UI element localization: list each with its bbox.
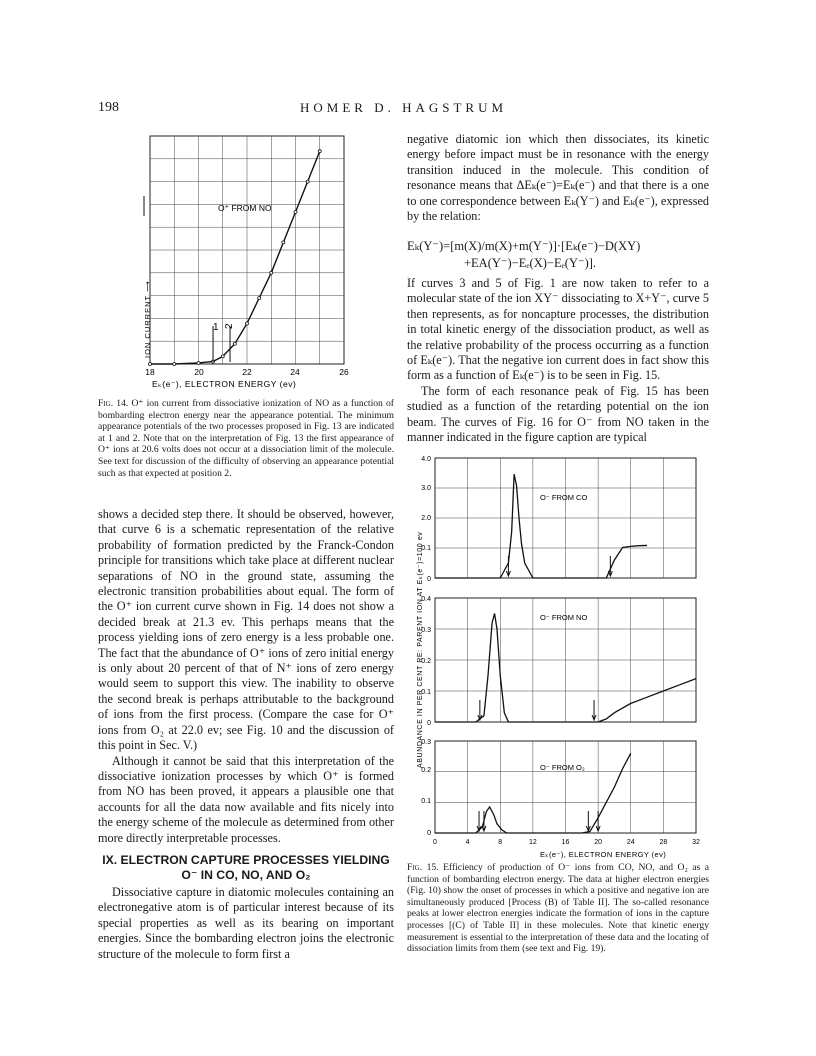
page-number: 198 xyxy=(98,100,119,115)
fig14-data-point xyxy=(258,297,261,300)
fig15-ytick: 4.0 xyxy=(421,456,431,463)
fig15-panel-label: O⁻ FROM NO xyxy=(540,613,588,622)
fig15-ytick: 0.3 xyxy=(421,627,431,634)
fig15-ytick: 2.0 xyxy=(421,515,431,522)
fig14-data-point xyxy=(221,355,224,358)
paragraph: Although it cannot be said that this interpretation of the dissociative ionization processes by which O⁺ is formed from NO has been proved, it appears a plausible one that accounts for all the data now available and fits nicely into the energy scheme of the molecule as determined from other more directly interpretable processes. xyxy=(98,753,394,845)
fig15-series-line xyxy=(435,474,647,578)
fig14-xtick: 26 xyxy=(339,367,349,377)
equation-line-2: +EA(Y⁻)−Eₑ(X)−Eₑ(Y⁻)]. xyxy=(464,256,597,270)
fig14-marker-2: 2 xyxy=(224,323,235,329)
fig14-curve-label: O⁺ FROM NO xyxy=(218,203,272,213)
fig14-data-point xyxy=(233,342,236,345)
fig15-ytick: 0.1 xyxy=(421,689,431,696)
fig14-data-point xyxy=(318,150,321,153)
fig15-panel-label: O⁻ FROM CO xyxy=(540,493,588,502)
caption-number: Fig. 15. xyxy=(407,862,439,873)
fig15-xtick: 20 xyxy=(594,839,603,846)
fig14-xtick: 22 xyxy=(242,367,252,377)
fig14-xtick: 20 xyxy=(194,367,204,377)
section-heading: IX. ELECTRON CAPTURE PROCESSES YIELDING O⁻ IN CO, NO, AND O₂ xyxy=(102,853,390,882)
fig14-marker-1: 1 xyxy=(213,322,219,333)
fig15-xtick: 0 xyxy=(433,839,437,846)
left-column-continued xyxy=(98,885,394,962)
fig15-ytick: 0.1 xyxy=(421,798,431,805)
fig15-ytick: 0 xyxy=(427,830,431,837)
fig15-ytick: 0.2 xyxy=(421,658,431,665)
fig15-xtick: 28 xyxy=(659,839,668,846)
fig14-xlabel: Eₖ(e⁻), ELECTRON ENERGY (ev) xyxy=(152,379,297,389)
paragraph: negative diatomic ion which then dissociates, its kinetic energy before impact must be in resonance with the energy transition induced in the molecule. This condition of resonance means that ΔEₖ(e⁻)=Eₖ(e⁻) and that there is a one to one correspondence between Eₖ(Y⁻) and Eₖ(e⁻), expressed by the relation: xyxy=(407,132,709,224)
fig14-ylabel: ION CURRENT ⟶ xyxy=(143,280,152,358)
paragraph: Dissociative capture in diatomic molecules containing an electronegative atom is of particular interest because of its special properties as well as its bearing on important energies. Since the bombarding electron joins the electronic structure of the molecule to form first a xyxy=(98,885,394,961)
right-column xyxy=(407,132,709,224)
fig14-data-point xyxy=(306,180,309,183)
fig15-xtick: 32 xyxy=(692,839,700,846)
figure-15-caption xyxy=(407,862,709,955)
fig15-ytick: 0 xyxy=(427,576,431,583)
fig15-xtick: 8 xyxy=(498,839,503,846)
caption-text: Efficiency of production of O⁻ ions from CO, NO, and O₂ as a function of bombarding electron energy. The data at higher electron energies (Fig. 10) show the onset of processes in which a positive and negative ion are simultaneously produced [Process (B) of Table II]. The so-called resonance peaks at lower electron energies indicate the formation of ions in the capture processes [(C) of Table II] in these molecules. Note that kinetic energy measurement is essential to the interpretation of these data and the locating of dissociation limits from them (see text and Fig. 19). xyxy=(407,862,710,955)
fig15-ytick: 0.1 xyxy=(421,545,431,552)
fig14-data-point xyxy=(282,241,285,244)
figure-14-caption xyxy=(98,398,394,479)
figure-14 xyxy=(98,128,398,390)
fig14-data-point xyxy=(149,363,152,366)
fig15-xtick: 16 xyxy=(561,839,570,846)
fig15-ylabel: ABUNDANCE IN PER CENT RE: PARENT ION AT Eₖ(e⁻)=100 ev xyxy=(417,531,424,768)
fig14-xtick: 18 xyxy=(145,367,155,377)
right-column-continued xyxy=(407,276,709,445)
running-head: HOMER D. HAGSTRUM xyxy=(300,100,508,115)
fig15-xtick: 4 xyxy=(465,839,470,846)
paragraph: If curves 3 and 5 of Fig. 1 are now taken to refer to a molecular state of the ion XY⁻ dissociating to X+Y⁻, curve 5 then represents, as for noncapture processes, the distribution in total kinetic energy of the dissociation product, as well as the relative probability of the process occurring as a function of Eₖ(e⁻). That the negative ion current does in fact show this form as a function of Eₖ(e⁻) is to be seen in Fig. 15. xyxy=(407,276,709,383)
fig14-grid xyxy=(150,136,344,364)
fig14-data-point xyxy=(270,271,273,274)
caption-number: Fig. 14. xyxy=(98,398,129,409)
fig14-data-point xyxy=(246,322,249,325)
fig14-xtick: 24 xyxy=(290,367,300,377)
fig15-ytick: 0.2 xyxy=(421,767,431,774)
fig15-ytick: 0.4 xyxy=(421,596,431,603)
paragraph: shows a decided step there. It should be observed, however, that curve 6 is a schematic representation of the relative probability of formation predicted by the Franck-Condon principle for transitions which take place at different nuclear separations of NO in the ground state, assuming the electronic transition probabilities about equal. The form of the O⁺ ion current curve shown in Fig. 14 does not show a decided break at 21.3 ev. This perhaps means that the process yielding ions of zero energy is a less probable one. The fact that the abundance of O⁺ ions of zero initial energy is only about 20 percent of that of N⁺ ions of zero energy would seem to support this view. The inability to observe the second break is perhaps attributable to the background of ions from the first process. (Compare the case for O⁺ ions from O₂ at 22.0 ev; see Fig. 10 and the discussion of this point in Sec. V.) xyxy=(98,507,394,753)
fig15-xtick: 24 xyxy=(626,839,635,846)
fig15-ytick: 3.0 xyxy=(421,485,431,492)
fig15-xticks xyxy=(433,839,700,846)
fig15-panel-label: O⁻ FROM O₂ xyxy=(540,763,585,772)
caption-text: O⁺ ion current from dissociative ionization of NO as a function of bombarding electron energy near the appearance potential. The minimum appearance potentials of the two processes proposed in Fig. 13 are indicated at 1 and 2. Note that on the interpretation of Fig. 13 the first appearance of O⁺ ions at 20.6 volts does not occur at a dissociation limit of the molecule. See text for discussion of the difficulty of observing an appearance potential such as that expected at position 2. xyxy=(98,398,394,479)
fig14-series-line xyxy=(150,151,320,364)
paragraph: The form of each resonance peak of Fig. 15 has been studied as a function of the retarding potential on the ion beam. The curves of Fig. 16 for O⁻ from NO taken in the manner indicated in the figure caption are typical xyxy=(407,383,709,445)
fig15-ytick: 0 xyxy=(427,720,431,727)
fig15-ytick: 0.3 xyxy=(421,739,431,746)
fig14-data-point xyxy=(173,363,176,366)
left-column xyxy=(98,507,394,846)
fig14-data-point xyxy=(197,361,200,364)
figure-15 xyxy=(407,448,715,860)
fig15-xlabel: Eₖ(e⁻), ELECTRON ENERGY (ev) xyxy=(540,850,667,859)
fig15-grid xyxy=(435,458,696,833)
equation-line-1: Eₖ(Y⁻)=[m(X)/m(X)+m(Y⁻)]·[Eₖ(e⁻)−D(XY) xyxy=(407,239,641,253)
fig14-data-point xyxy=(294,211,297,214)
fig15-xtick: 12 xyxy=(528,839,537,846)
fig14-xticks xyxy=(145,367,349,377)
fig14-marks xyxy=(144,150,321,366)
